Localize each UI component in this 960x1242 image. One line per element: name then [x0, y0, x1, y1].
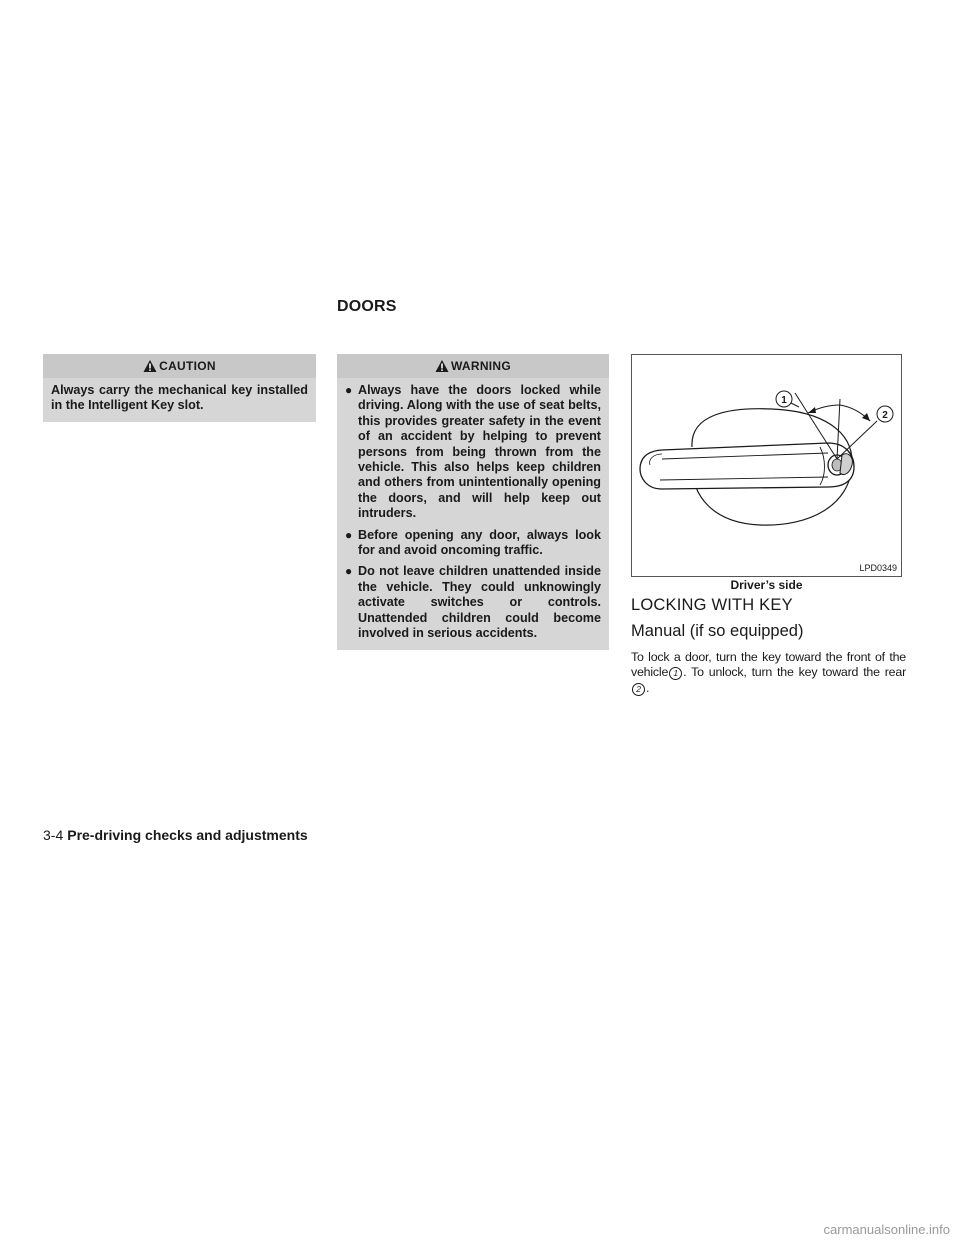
watermark: carmanualsonline.info [823, 1222, 950, 1237]
page-footer [43, 827, 308, 843]
callout-2-label: 2 [882, 410, 888, 421]
caution-text: Always carry the mechanical key installed in the Intelligent Key slot. [51, 383, 308, 413]
figure-caption: Driver’s side [730, 578, 803, 592]
body-text-1: To lock a door, turn the key toward the front of the vehicle [631, 650, 906, 680]
warning-label: WARNING [450, 359, 512, 373]
warning-item-text: Before opening any door, always look for and avoid oncoming traffic. [358, 527, 601, 558]
warning-triangle-icon [143, 359, 157, 373]
warning-item-text: Do not leave children unattended inside the vehicle. They could unknowingly activate switches or controls. Unattended children could become involved in serious accidents. [358, 564, 601, 641]
warning-item [345, 564, 601, 641]
warning-item [345, 528, 601, 559]
bullet-icon: ● [345, 564, 353, 579]
caution-header [43, 354, 316, 378]
warning-box [337, 354, 609, 650]
door-handle-figure [631, 354, 902, 577]
section-body [631, 650, 906, 696]
body-text-3: . [646, 680, 650, 695]
warning-item-text: Always have the doors locked while driving. Along with the use of seat belts, this provides greater safety in the event of an accident by helping to prevent persons from being thrown from the vehicle. This also helps keep children and others from unintentionally opening the doors, and will help keep out intruders. [358, 383, 601, 521]
ref-2-icon: 2 [632, 683, 645, 696]
bullet-icon: ● [345, 383, 353, 397]
callout-1-label: 1 [781, 395, 787, 406]
chapter-title: Pre-driving checks and adjustments [67, 827, 308, 843]
warning-list [337, 378, 609, 650]
section-heading: LOCKING WITH KEY [631, 596, 793, 614]
warning-triangle-icon [435, 359, 449, 373]
caution-label: CAUTION [159, 359, 216, 373]
page-title: DOORS [337, 298, 397, 315]
page-number: 3-4 [43, 827, 64, 843]
section-subheading: Manual (if so equipped) [631, 622, 804, 640]
figure-code: LPD0349 [859, 563, 897, 573]
warning-header [337, 354, 609, 378]
ref-1-icon: 1 [669, 667, 682, 680]
door-handle-illustration [632, 355, 901, 576]
caution-box [43, 354, 316, 422]
bullet-icon: ● [345, 527, 353, 542]
body-text-2: . To unlock, turn the key toward the rear [683, 665, 906, 680]
warning-item [345, 383, 601, 522]
